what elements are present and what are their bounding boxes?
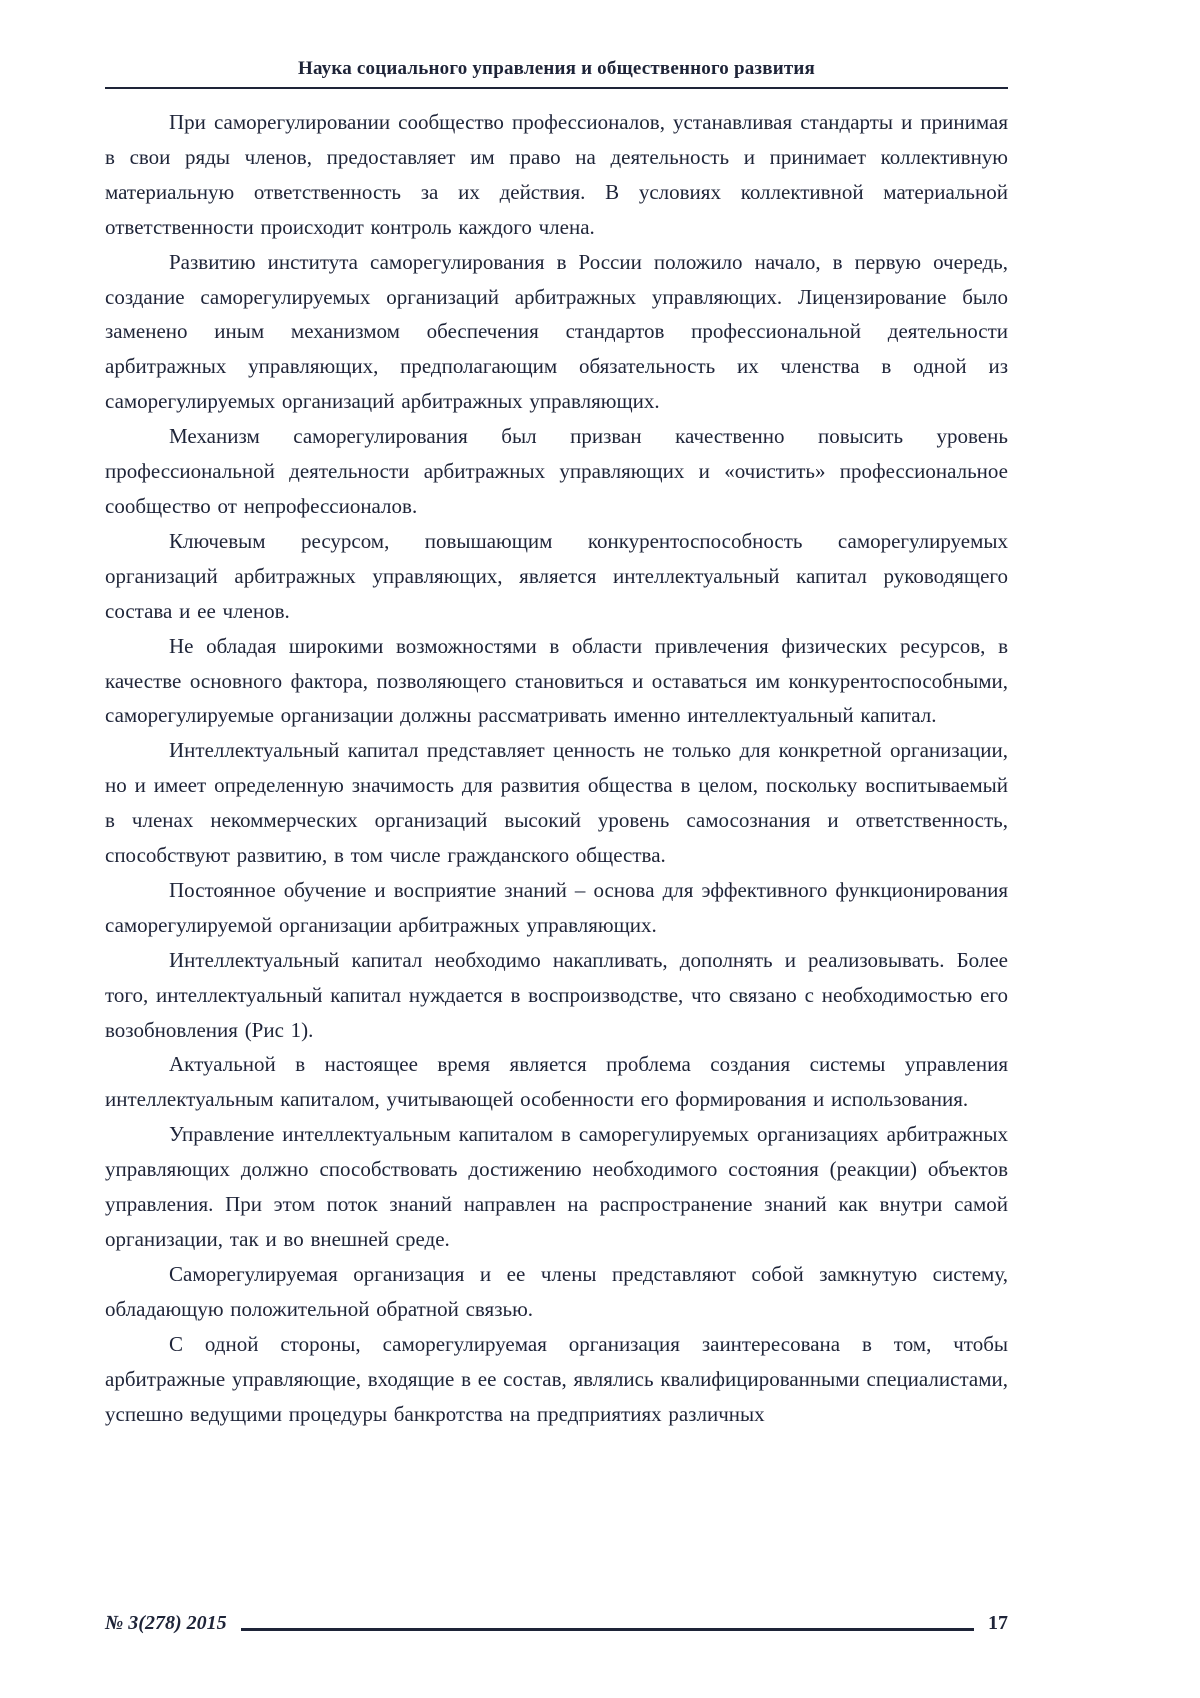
paragraph: При саморегулировании сообщество профессионалов, устанавливая стандарты и принимая в свои ряды членов, предоставляет им право на деятельность и принимает коллективную материальную ответственность за их действия. В условиях коллективной материальной ответственности происходит контроль каждого члена.: [105, 110, 1008, 239]
paragraph: Постоянное обучение и восприятие знаний – основа для эффективного функционирования саморегулируемой организации арбитражных управляющих.: [105, 877, 1008, 937]
paragraph: С одной стороны, саморегулируемая организация заинтересована в том, чтобы арбитражные управляющие, входящие в ее состав, являлись квалифицированными специалистами, успешно ведущими процедуры банкротства на предприятиях различных: [105, 1331, 1008, 1426]
footer-rule-divider: [241, 1628, 974, 1631]
page-number: 17: [988, 1612, 1008, 1634]
paragraph: Интеллектуальный капитал необходимо накапливать, дополнять и реализовывать. Более того, интеллектуальный капитал нуждается в воспроизводстве, что связано с необходимостью его возобновления (Рис 1).: [105, 947, 1008, 1042]
paragraph: Механизм саморегулирования был призван качественно повысить уровень профессиональной деятельности арбитражных управляющих и «очистить» профессиональное сообщество от непрофессионалов.: [105, 424, 1008, 518]
paragraph: Развитию института саморегулирования в России положило начало, в первую очередь, создание саморегулируемых организаций арбитражных управляющих. Лицензирование было заменено иным механизмом обеспечения стандартов профессиональной деятельности арбитражных управляющих, предполагающим обязательность их членства в одной из саморегулируемых организаций арбитражных управляющих.: [105, 249, 1008, 414]
paragraph: Не обладая широкими возможностями в области привлечения физических ресурсов, в качестве основного фактора, позволяющего становиться и оставаться им конкурентоспособными, саморегулируемые организации должны рассматривать именно интеллектуальный капитал.: [105, 633, 1008, 728]
article-body: [105, 105, 1008, 1431]
paragraph: Интеллектуальный капитал представляет ценность не только для конкретной организации, но и имеет определенную значимость для развития общества в целом, поскольку воспитываемый в членах некоммерческих организаций высокий уровень самосознания и ответственность, способствуют развитию, в том числе гражданского общества.: [105, 738, 1008, 868]
journal-issue-label: № 3(278) 2015: [105, 1612, 227, 1634]
page-content: [105, 58, 1008, 1431]
running-head-title: Наука социального управления и общественного развития: [105, 58, 1008, 89]
paragraph: Саморегулируемая организация и ее члены представляют собой замкнутую систему, обладающую положительной обратной связью.: [105, 1261, 1008, 1321]
page-footer: [105, 1612, 1008, 1635]
paragraph: Ключевым ресурсом, повышающим конкурентоспособность саморегулируемых организаций арбитражных управляющих, является интеллектуальный капитал руководящего состава и ее членов.: [105, 528, 1008, 623]
paragraph: Актуальной в настоящее время является проблема создания системы управления интеллектуальным капиталом, учитывающей особенности его формирования и использования.: [105, 1052, 1008, 1112]
paragraph: Управление интеллектуальным капиталом в саморегулируемых организациях арбитражных управляющих должно способствовать достижению необходимого состояния (реакции) объектов управления. При этом поток знаний направлен на распространение знаний как внутри самой организации, так и во внешней среде.: [105, 1122, 1008, 1251]
